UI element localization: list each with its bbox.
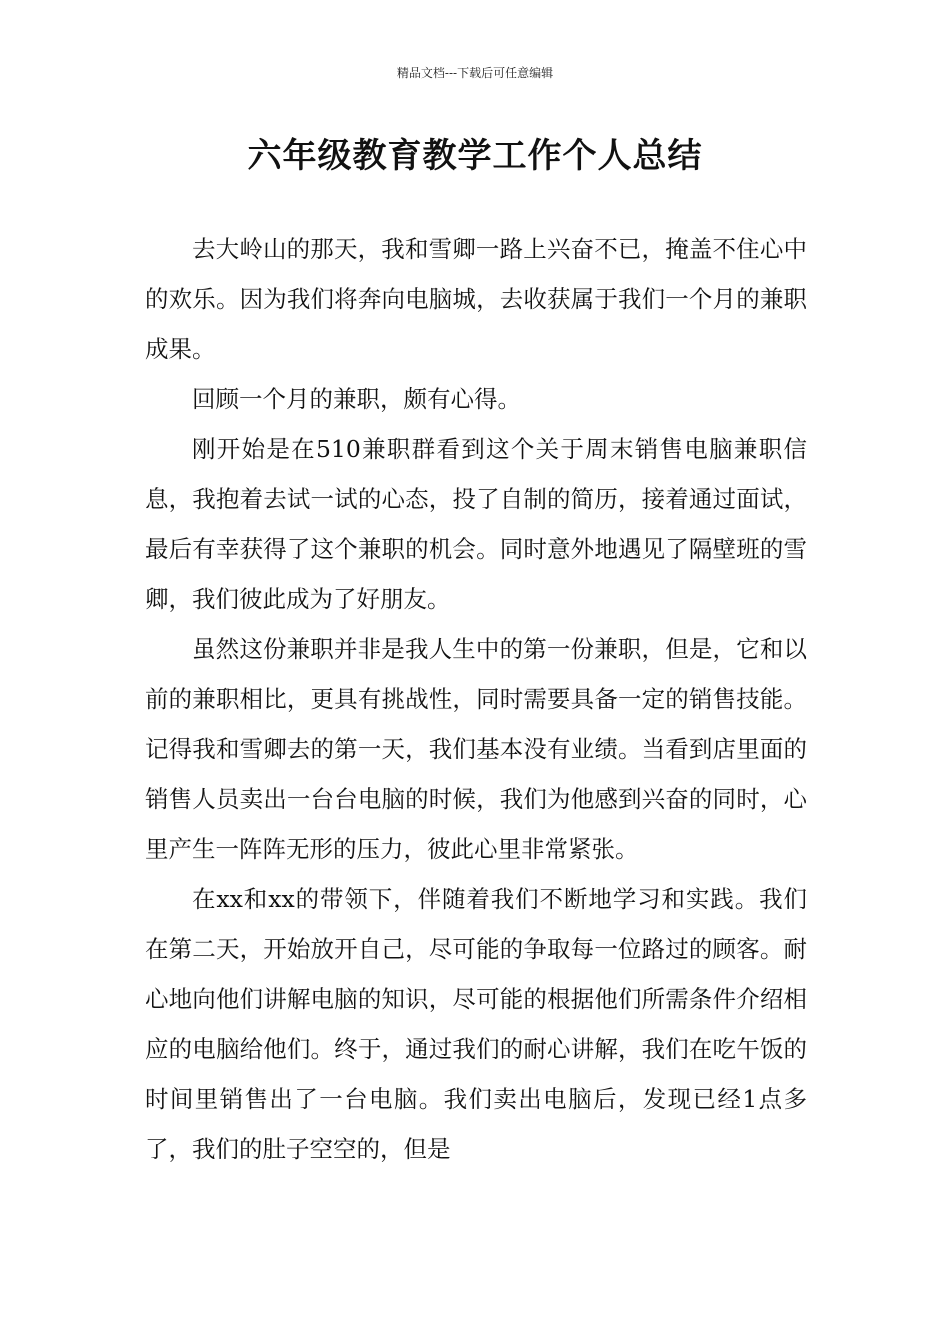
document-body <box>145 224 807 1174</box>
document-title: 六年级教育教学工作个人总结 <box>247 136 703 176</box>
paragraph: 去大岭山的那天，我和雪卿一路上兴奋不已，掩盖不住心中的欢乐。因为我们将奔向电脑城，去收获属于我们一个月的兼职成果。 <box>145 235 807 363</box>
paragraph: 回顾一个月的兼职，颇有心得。 <box>192 385 521 413</box>
paragraph: 在xx和xx的带领下，伴随着我们不断地学习和实践。我们在第二天，开始放开自己，尽可能的争取每一位路过的顾客。耐心地向他们讲解电脑的知识，尽可能的根据他们所需条件介绍相应的电脑给他们。终于，通过我们的耐心讲解，我们在吃午饭的时间里销售出了一台电脑。我们卖出电脑后，发现已经1点多了，我们的肚子空空的，但是 <box>145 885 807 1163</box>
page-header: 精品文档---下载后可任意编辑 <box>396 66 554 80</box>
paragraph: 刚开始是在510兼职群看到这个关于周末销售电脑兼职信息，我抱着去试一试的心态，投了自制的简历，接着通过面试，最后有幸获得了这个兼职的机会。同时意外地遇见了隔壁班的雪卿，我们彼此成为了好朋友。 <box>145 435 807 613</box>
paragraph: 虽然这份兼职并非是我人生中的第一份兼职，但是，它和以前的兼职相比，更具有挑战性，同时需要具备一定的销售技能。记得我和雪卿去的第一天，我们基本没有业绩。当看到店里面的销售人员卖出一台台电脑的时候，我们为他感到兴奋的同时，心里产生一阵阵无形的压力，彼此心里非常紧张。 <box>145 635 807 863</box>
